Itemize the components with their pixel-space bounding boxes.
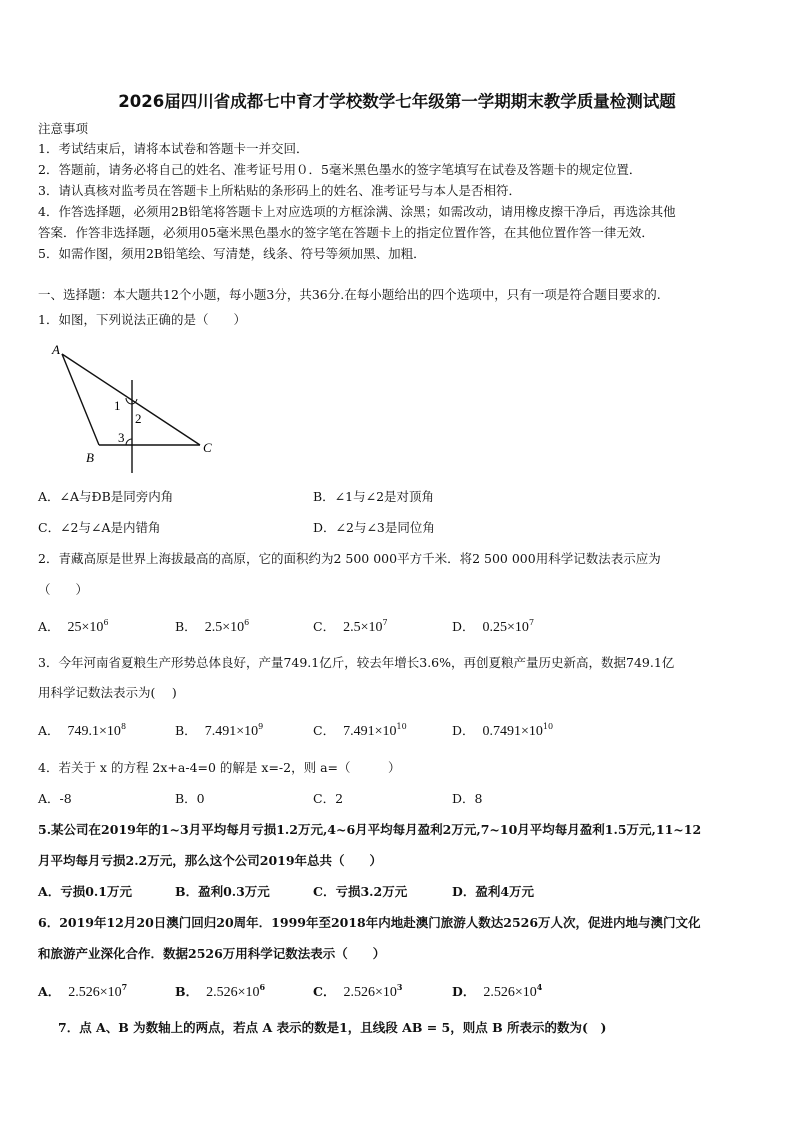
notice-item: 1．考试结束后，请将本试卷和答题卡一并交回．	[38, 141, 309, 156]
q5-option-a[interactable]: A．亏损0.1万元	[38, 884, 132, 899]
q4-option-a[interactable]: A．-8	[38, 791, 72, 806]
question-4-stem: 4．若关于 x 的方程 2x+a-4=0 的解是 x=-2，则 a=（ ）	[38, 760, 401, 775]
q5-option-d[interactable]: D．盈利4万元	[452, 884, 535, 899]
notice-item: 4．作答选择题，必须用2B铅笔将答题卡上对应选项的方框涂满、涂黑；如需改动，请用橡皮擦干净后，再选涂其他	[38, 204, 676, 219]
notice-item: 答案．作答非选择题，必须用05毫米黑色墨水的签字笔在答题卡上的指定位置作答，在其他位置作答一律无效．	[38, 225, 654, 240]
question-1-figure	[40, 338, 230, 473]
label-c: C	[203, 440, 212, 455]
q2-option-b[interactable]: B． $2.5\times 10^6$	[175, 618, 250, 635]
question-7-stem: 7．点 A、B 为数轴上的两点，若点 A 表示的数是1，且线段 AB = 5，则点 B 所表示的数为( )	[58, 1020, 607, 1035]
exam-title: 2026届四川省成都七中育才学校数学七年级第一学期期末教学质量检测试题	[118, 92, 676, 111]
q1-option-d[interactable]: D．∠2与∠3是同位角	[313, 520, 435, 535]
question-6-stem-line2: 和旅游产业深化合作．数据2526万用科学记数法表示（ ）	[38, 946, 386, 961]
q2-option-a[interactable]: A． $25\times 10^6$	[38, 618, 109, 635]
q6-option-a[interactable]: A． $2.526\times 10^7$	[38, 982, 128, 1000]
section-heading: 一、选择题：本大题共12个小题，每小题3分，共36分.在每小题给出的四个选项中，只有一项是符合题目要求的.	[38, 287, 661, 302]
notice-item: 5．如需作图，须用2B铅笔绘、写清楚，线条、符号等须加黑、加粗．	[38, 246, 426, 261]
question-5-stem-line2: 月平均每月亏损2.2万元，那么这个公司2019年总共（ ）	[38, 853, 383, 868]
q5-option-c[interactable]: C．亏损3.2万元	[313, 884, 408, 899]
q3-option-b[interactable]: B． $7.491\times 10^9$	[175, 722, 264, 739]
label-b: B	[86, 450, 94, 465]
label-angle-3: 3	[118, 430, 125, 445]
line-ac	[62, 354, 200, 445]
q1-option-a[interactable]: A．∠A与ÐB是同旁内角	[38, 489, 174, 504]
label-a: A	[52, 342, 60, 357]
question-1-stem: 1．如图，下列说法正确的是（ ）	[38, 312, 246, 327]
q4-option-b[interactable]: B．0	[175, 791, 205, 806]
q4-option-d[interactable]: D．8	[452, 791, 483, 806]
angle-3-arc	[126, 439, 132, 445]
label-angle-1: 1	[114, 398, 121, 413]
notice-item: 2．答题前，请务必将自己的姓名、准考证号用０．5毫米黑色墨水的签字笔填写在试卷及答题卡的规定位置．	[38, 162, 642, 177]
q3-option-d[interactable]: D． $0.7491\times 10^{10}$	[452, 722, 554, 739]
question-3-stem-line2: 用科学记数法表示为( )	[38, 685, 177, 700]
q6-option-d[interactable]: D． $2.526\times 10^4$	[452, 982, 543, 1000]
question-3-stem-line1: 3．今年河南省夏粮生产形势总体良好，产量749.1亿斤，较去年增长3.6%，再创夏粮产量历史新高，数据749.1亿	[38, 655, 675, 670]
notice-item: 3．请认真核对监考员在答题卡上所粘贴的条形码上的姓名、准考证号与本人是否相符．	[38, 183, 521, 198]
q2-option-d[interactable]: D． $0.25\times 10^7$	[452, 618, 535, 635]
q3-option-c[interactable]: C． $7.491\times 10^{10}$	[313, 722, 407, 739]
q2-option-c[interactable]: C． $2.5\times 10^7$	[313, 618, 388, 635]
question-5-stem-line1: 5.某公司在2019年的1~3月平均每月亏损1.2万元,4~6月平均每月盈利2万元,7~10月平均每月盈利1.5万元,11~12	[38, 822, 702, 837]
q3-option-a[interactable]: A． $749.1\times 10^8$	[38, 722, 127, 739]
q6-option-c[interactable]: C． $2.526\times 10^3$	[313, 982, 403, 1000]
q6-option-b[interactable]: B． $2.526\times 10^6$	[175, 982, 266, 1000]
line-ab	[62, 354, 99, 445]
notice-heading: 注意事项	[38, 121, 89, 136]
q4-option-c[interactable]: C．2	[313, 791, 344, 806]
question-6-stem-line1: 6．2019年12月20日澳门回归20周年．1999年至2018年内地赴澳门旅游人数达2526万人次，促进内地与澳门文化	[38, 915, 701, 930]
label-angle-2: 2	[135, 411, 142, 426]
question-2-paren: （ ）	[38, 582, 89, 597]
q1-option-b[interactable]: B．∠1与∠2是对顶角	[313, 489, 435, 504]
question-2-stem: 2．青藏高原是世界上海拔最高的高原，它的面积约为2 500 000平方千米．将2 500 000用科学记数法表示应为	[38, 551, 661, 566]
q5-option-b[interactable]: B．盈利0.3万元	[175, 884, 270, 899]
q1-option-c[interactable]: C．∠2与∠A是内错角	[38, 520, 161, 535]
